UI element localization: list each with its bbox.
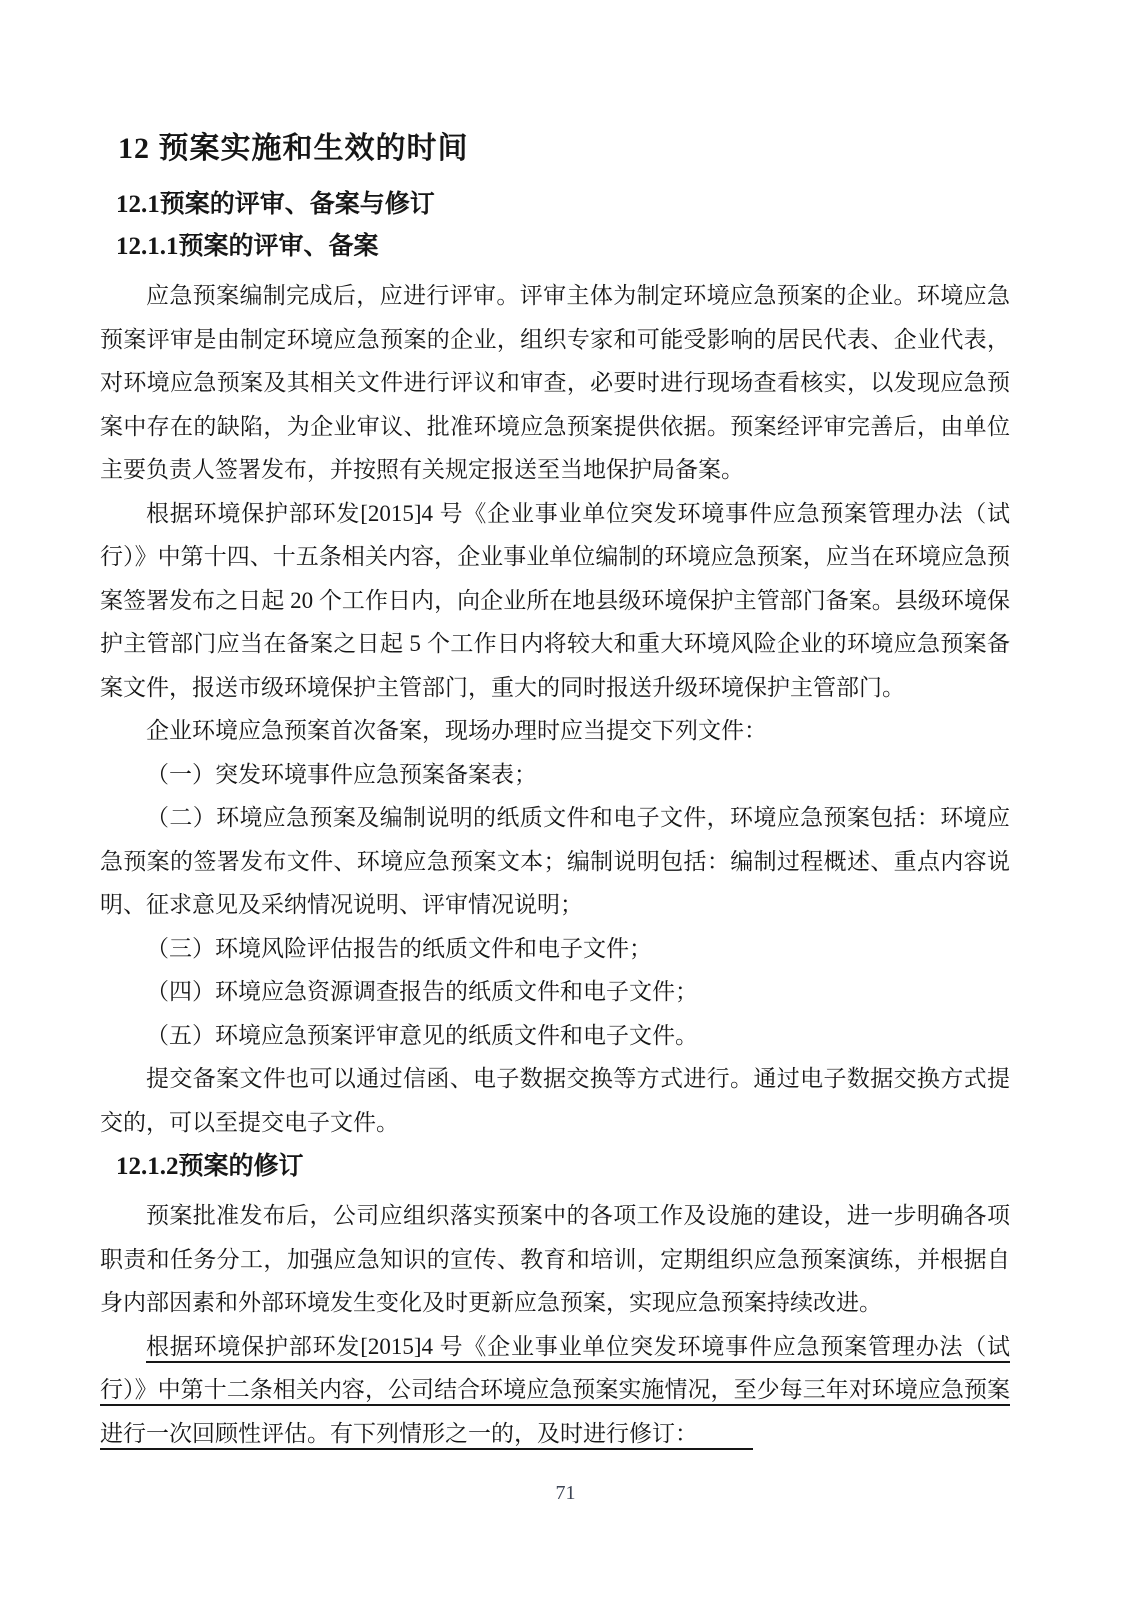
paragraph-revision-regulation-underlined	[100, 1325, 1010, 1456]
list-item-2: （二）环境应急预案及编制说明的纸质文件和电子文件，环境应急预案包括：环境应急预案的签署发布文件、环境应急预案文本；编制说明包括：编制过程概述、重点内容说明、征求意见及采纳情况说明、评审情况说明；	[100, 805, 1010, 917]
underline-extension	[698, 1444, 753, 1450]
underlined-text: 根据环境保护部环发[2015]4 号《企业事业单位突发环境事件应急预案管理办法（试行）》中第十二条相关内容，公司结合环境应急预案实施情况，至少每三年对环境应急预案进行一次回顾性评估。有下列情形之一的，及时进行修订：	[100, 1333, 1010, 1446]
list-item-5: （五）环境应急预案评审意见的纸质文件和电子文件。	[146, 1022, 698, 1048]
page-number: 71	[555, 1482, 576, 1504]
list-item-3: （三）环境风险评估报告的纸质文件和电子文件；	[146, 935, 652, 961]
page-footer	[0, 1480, 1131, 1506]
subsection-heading-12-1: 12.1预案的评审、备案与修订	[116, 191, 435, 218]
paragraph-revision-implementation: 预案批准发布后，公司应组织落实预案中的各项工作及设施的建设，进一步明确各项职责和任务分工，加强应急知识的宣传、教育和培训，定期组织应急预案演练，并根据自身内部因素和外部环境发生变化及时更新应急预案，实现应急预案持续改进。	[100, 1203, 1010, 1315]
paragraph-submission-methods: 提交备案文件也可以通过信函、电子数据交换等方式进行。通过电子数据交换方式提交的，可以至提交电子文件。	[100, 1066, 1010, 1135]
subsubsection-heading-12-1-2: 12.1.2预案的修订	[116, 1153, 304, 1180]
document-body	[100, 122, 1010, 1455]
paragraph-first-filing-intro: 企业环境应急预案首次备案，现场办理时应当提交下列文件：	[146, 718, 767, 743]
paragraph-review-process: 应急预案编制完成后，应进行评审。评审主体为制定环境应急预案的企业。环境应急预案评审是由制定环境应急预案的企业，组织专家和可能受影响的居民代表、企业代表，对环境应急预案及其相关文件进行评议和审查，必要时进行现场查看核实，以发现应急预案中存在的缺陷，为企业审议、批准环境应急预案提供依据。预案经评审完善后，由单位主要负责人签署发布，并按照有关规定报送至当地保护局备案。	[100, 283, 1010, 482]
section-heading-12: 12 预案实施和生效的时间	[118, 132, 469, 165]
paragraph-filing-regulation: 根据环境保护部环发[2015]4 号《企业事业单位突发环境事件应急预案管理办法（试行）》中第十四、十五条相关内容，企业事业单位编制的环境应急预案，应当在环境应急预案签署发布之日起 20 个工作日内，向企业所在地县级环境保护主管部门备案。县级环境保护主管部门应当在备案之日起 5 个工作日内将较大和重大环境风险企业的环境应急预案备案文件，报送市级环境保护主管部门，重大的同时报送升级环境保护主管部门。	[100, 500, 1010, 700]
subsubsection-heading-12-1-1: 12.1.1预案的评审、备案	[116, 233, 379, 260]
list-item-4: （四）环境应急资源调查报告的纸质文件和电子文件；	[146, 979, 698, 1004]
list-item-1: （一）突发环境事件应急预案备案表；	[146, 761, 537, 787]
